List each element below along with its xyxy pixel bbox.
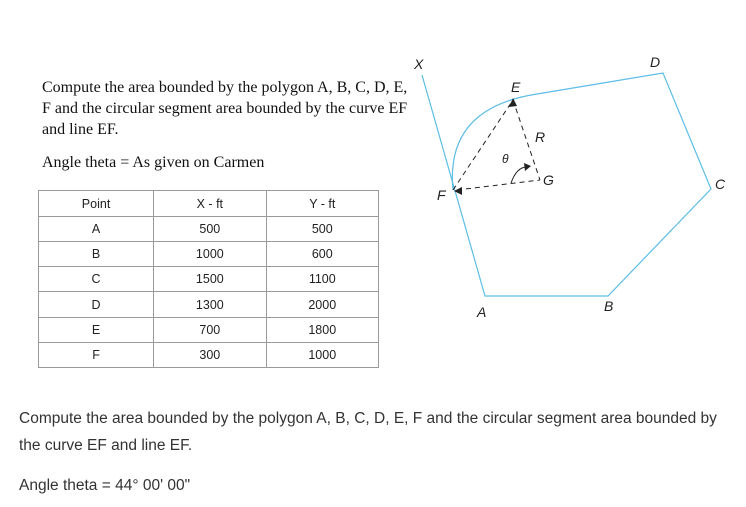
table-row (39, 342, 379, 367)
table-row (39, 317, 379, 342)
header-x: X - ft (154, 191, 266, 217)
table-row (39, 242, 379, 267)
radius-fg (457, 180, 540, 190)
figure-intro-text: Compute the area bounded by the polygon A, B, C, D, E, F and the circular segment area bounded by the curve EF and line EF. (42, 79, 408, 138)
cell-point: E (39, 317, 154, 342)
label-d: D (650, 54, 661, 70)
figure-angle-note: Angle theta = As given on Carmen (42, 154, 265, 171)
cell-y: 1100 (266, 267, 378, 292)
angle-statement: Angle theta = 44° 00' 00" (19, 477, 191, 494)
table-row (39, 217, 379, 242)
cell-point: B (39, 242, 154, 267)
label-r: R (535, 129, 546, 145)
polygon-sides (422, 73, 711, 296)
table-header-row (39, 191, 379, 217)
header-y: Y - ft (266, 191, 378, 217)
cell-x: 700 (154, 317, 266, 342)
cell-x: 500 (154, 217, 266, 242)
arrowheads (454, 98, 531, 195)
label-b: B (604, 298, 614, 314)
polygon-diagram (405, 48, 735, 333)
cell-y: 1000 (266, 342, 378, 367)
cell-x: 1000 (154, 242, 266, 267)
cell-point: D (39, 292, 154, 317)
cell-y: 500 (266, 217, 378, 242)
cell-x: 1500 (154, 267, 266, 292)
cell-y: 2000 (266, 292, 378, 317)
label-e: E (511, 79, 521, 95)
cell-point: A (39, 217, 154, 242)
header-point: Point (39, 191, 154, 217)
label-a: A (477, 304, 487, 320)
cell-point: F (39, 342, 154, 367)
polygon-outline (422, 73, 711, 296)
table-row (39, 292, 379, 317)
problem-statement: Compute the area bounded by the polygon A, B, C, D, E, F and the circular segment area bounded by the curve EF and line EF. (19, 410, 717, 454)
arrowhead-theta (524, 163, 531, 171)
construction-lines (453, 100, 540, 190)
arrowhead-f (454, 187, 462, 195)
label-f: F (437, 187, 446, 203)
label-x: X (414, 56, 424, 72)
cell-x: 300 (154, 342, 266, 367)
label-theta: θ (502, 152, 509, 166)
label-g: G (543, 172, 554, 188)
arrowhead-e (509, 98, 517, 107)
cell-y: 600 (266, 242, 378, 267)
cell-y: 1800 (266, 317, 378, 342)
cell-x: 1300 (154, 292, 266, 317)
curve-ef (452, 94, 537, 190)
cell-point: C (39, 267, 154, 292)
coordinates-table (38, 190, 379, 368)
label-c: C (715, 176, 726, 192)
table-row (39, 267, 379, 292)
